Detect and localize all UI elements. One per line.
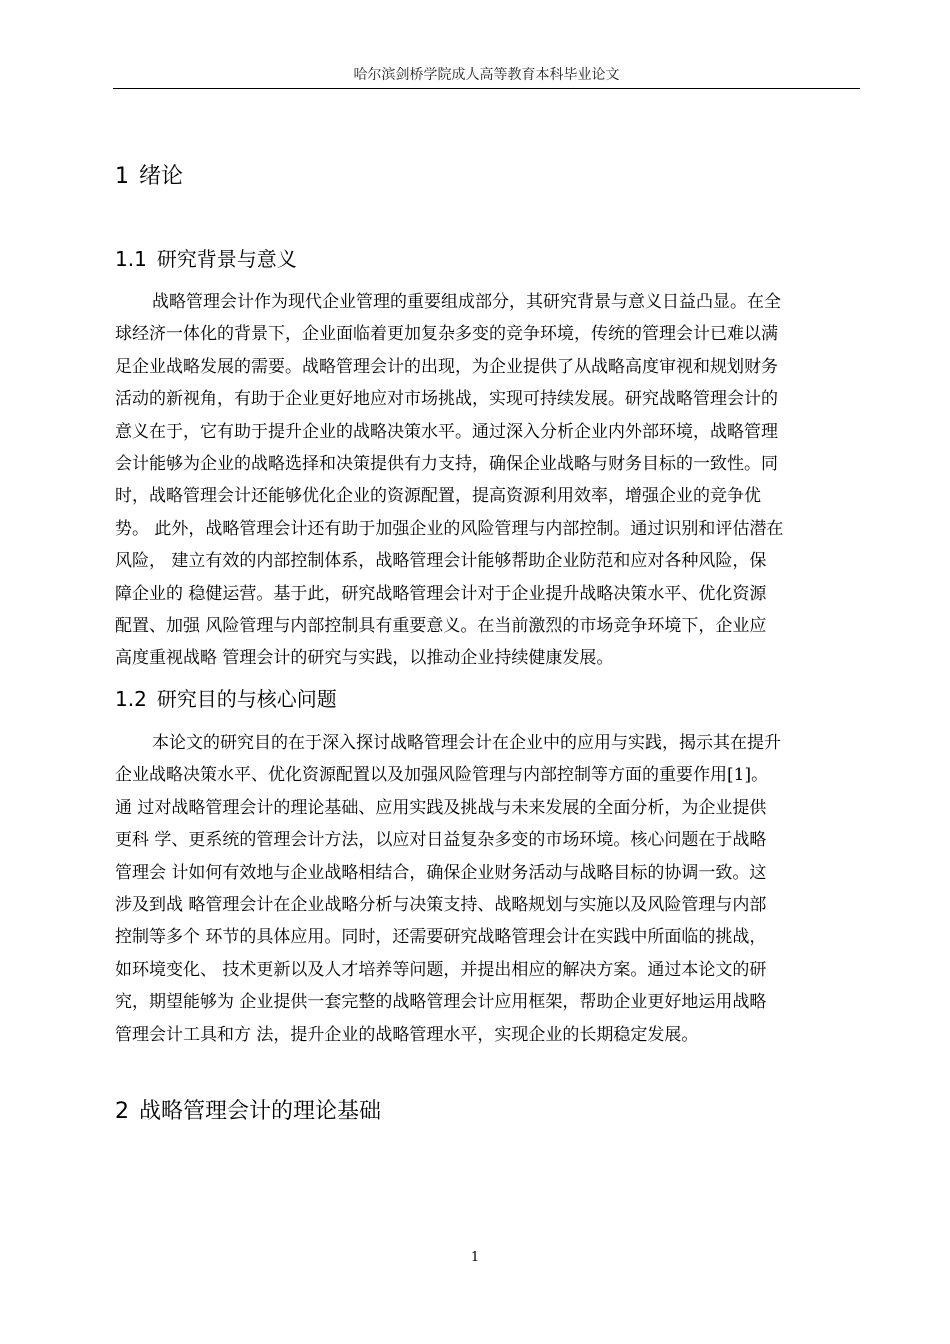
text-line: 球经济一体化的背景下，企业面临着更加复杂多变的竞争环境，传统的管理会计已难以满	[115, 324, 778, 345]
text-line: 如环境变化、 技术更新以及人才培养等问题，并提出相应的解决方案。通过本论文的研	[115, 959, 767, 980]
text-line: 控制等多个 环节的具体应用。同时，还需要研究战略管理会计在实践中所面临的挑战，	[115, 927, 767, 948]
heading-title: 研究目的与核心问题	[156, 687, 337, 711]
text-line: 风险， 建立有效的内部控制体系，战略管理会计能够帮助企业防范和应对各种风险，保	[115, 551, 767, 572]
paragraph-objectives	[115, 727, 865, 1051]
text-line: 战略管理会计作为现代企业管理的重要组成部分，其研究背景与意义日益凸显。在全	[152, 292, 781, 312]
text-line: 障企业的 稳健运营。基于此，研究战略管理会计对于企业提升战略决策水平、优化资源	[115, 583, 767, 604]
paragraph-background	[115, 286, 865, 675]
heading-section-1-2	[115, 686, 337, 712]
heading-number: 2	[115, 1099, 129, 1124]
page-number: 1	[470, 1250, 480, 1265]
text-line: 管理会 计如何有效地与企业战略相结合，确保企业财务活动与战略目标的协调一致。这	[115, 862, 767, 883]
heading-number: 1.1	[115, 247, 147, 271]
heading-title: 绪论	[139, 164, 184, 189]
text-line: 活动的新视角，有助于企业更好地应对市场挑战，实现可持续发展。研究战略管理会计的	[115, 389, 778, 410]
running-header: 哈尔滨剑桥学院成人高等教育本科毕业论文	[353, 67, 620, 83]
text-line: 配置、加强 风险管理与内部控制具有重要意义。在当前激烈的市场竞争环境下，企业应	[115, 615, 767, 636]
heading-title: 研究背景与意义	[156, 247, 297, 271]
text-line: 更科 学、更系统的管理会计方法，以应对日益复杂多变的市场环境。核心问题在于战略	[115, 830, 767, 851]
text-line: 高度重视战略 管理会计的研究与实践，以推动企业持续健康发展。	[115, 648, 614, 669]
text-line: 管理会计工具和方 法，提升企业的战略管理水平，实现企业的长期稳定发展。	[115, 1024, 699, 1045]
text-line: 意义在于，它有助于提升企业的战略决策水平。通过深入分析企业内外部环境，战略管理	[115, 421, 778, 442]
heading-section-1	[115, 163, 183, 191]
heading-number: 1	[115, 164, 129, 189]
heading-section-1-1	[115, 246, 297, 272]
text-line: 通 过对战略管理会计的理论基础、应用实践及挑战与未来发展的全面分析，为企业提供	[115, 797, 767, 818]
text-line: 涉及到战 略管理会计在企业战略分析与决策支持、战略规划与实施以及风险管理与内部	[115, 894, 767, 915]
text-line: 究，期望能够为 企业提供一套完整的战略管理会计应用框架，帮助企业更好地运用战略	[115, 992, 767, 1013]
text-line: 足企业战略发展的需要。战略管理会计的出现，为企业提供了从战略高度审视和规划财务	[115, 356, 778, 377]
text-line: 时，战略管理会计还能够优化企业的资源配置，提高资源利用效率，增强企业的竞争优	[115, 486, 761, 507]
text-line: 企业战略决策水平、优化资源配置以及加强风险管理与内部控制等方面的重要作用[1]。	[115, 765, 769, 786]
header-divider	[113, 88, 860, 89]
text-line: 势。 此外，战略管理会计还有助于加强企业的风险管理与内部控制。通过识别和评估潜在	[115, 518, 784, 539]
text-line: 本论文的研究目的在于深入探讨战略管理会计在企业中的应用与实践，揭示其在提升	[152, 733, 781, 753]
heading-section-2	[115, 1098, 381, 1126]
text-line: 会计能够为企业的战略选择和决策提供有力支持，确保企业战略与财务目标的一致性。同	[115, 453, 778, 474]
heading-title: 战略管理会计的理论基础	[139, 1099, 382, 1124]
heading-number: 1.2	[115, 687, 147, 711]
